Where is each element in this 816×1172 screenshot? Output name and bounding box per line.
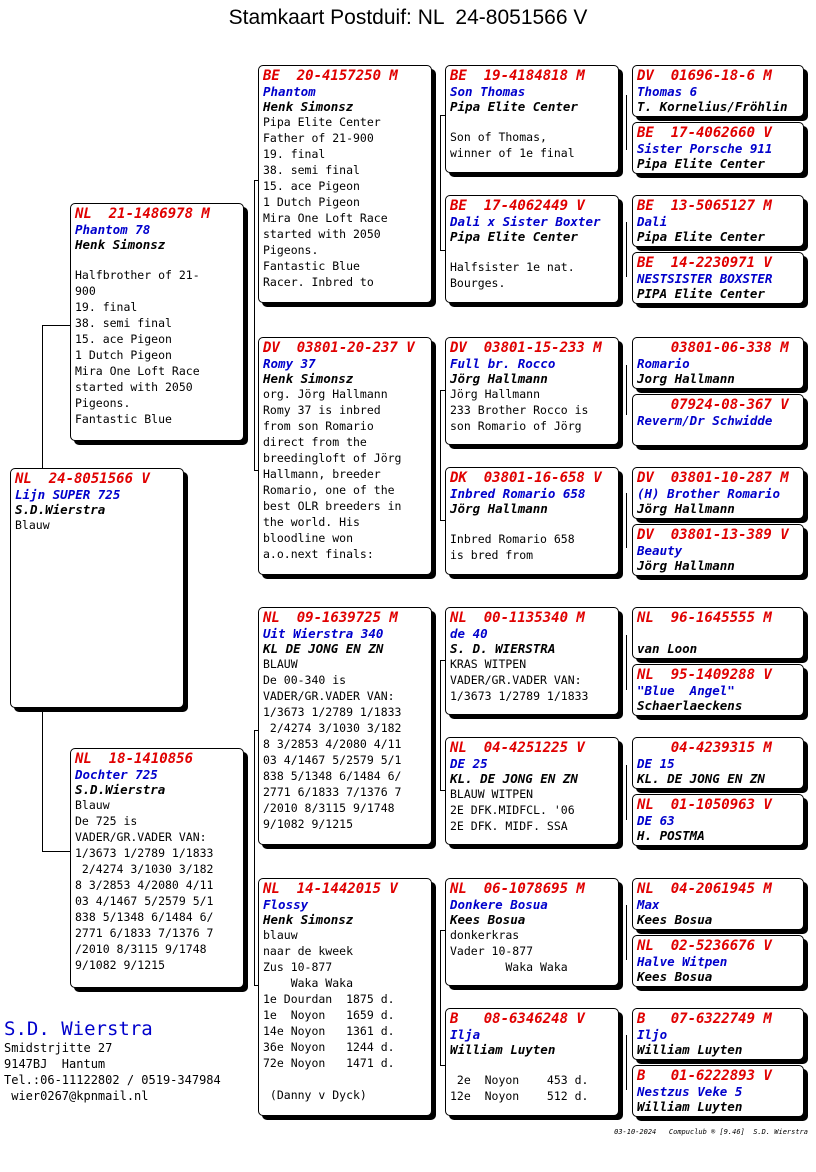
ring-number: B 01-6222893 V bbox=[637, 1068, 772, 1084]
pigeon-owner: van Loon bbox=[637, 641, 698, 656]
pigeon-name: Nestzus Veke 5 bbox=[637, 1084, 743, 1099]
pigeon-name: Donkere Bosua bbox=[450, 897, 548, 912]
connector bbox=[42, 851, 72, 852]
connector bbox=[42, 325, 72, 326]
ring-number: DV 03801-20-237 V bbox=[263, 340, 415, 356]
pigeon-owner: Jörg Hallmann bbox=[450, 501, 548, 516]
pigeon-name: Phantom 78 bbox=[75, 222, 151, 237]
connector bbox=[626, 635, 627, 690]
connector bbox=[626, 365, 627, 415]
ring-number: NL 00-1135340 M bbox=[450, 610, 585, 626]
pigeon-notes: BLAUW De 00-340 is VADER/GR.VADER VAN: 1/3673 1/2789 1/1833 2/4274 3/1030 3/182 8 3/2853 4/2080 4/11 03 4/1467 5/2579 5/1 838 5/1348 6/1484 6/ 2771 6/1833 7/1376 7 /2010 8/3115 9/1748 9/1082 9/1215 bbox=[263, 657, 402, 831]
pigeon-owner: Pipa Elite Center bbox=[637, 156, 765, 171]
ring-number: DK 03801-16-658 V bbox=[450, 470, 602, 486]
pigeon-owner: H. POSTMA bbox=[637, 828, 705, 843]
connector bbox=[254, 290, 255, 470]
breeder-phone: Tel.:06-11122802 / 0519-347984 bbox=[4, 1073, 221, 1087]
pigeon-owner: Pipa Elite Center bbox=[450, 99, 578, 114]
pigeon-card-g5-3 bbox=[632, 195, 804, 247]
ring-number: NL 14-1442015 V bbox=[263, 881, 398, 897]
ring-number: BE 17-4062660 V bbox=[637, 125, 772, 141]
pigeon-card-g5-4 bbox=[632, 252, 804, 304]
pigeon-notes: Blauw bbox=[15, 518, 50, 532]
ring-number: 03801-06-338 M bbox=[637, 340, 789, 356]
ring-number: BE 14-2230971 V bbox=[637, 255, 772, 271]
pigeon-card-dam bbox=[70, 748, 244, 988]
ring-number: BE 13-5065127 M bbox=[637, 198, 772, 214]
pigeon-notes: blauw naar de kweek Zus 10-877 Waka Waka 1e Dourdan 1875 d. 1e Noyon 1659 d. 14e Noyon 1361 d. 36e Noyon 1244 d. 72e Noyon 1471 d. (Danny v Dyck) bbox=[263, 928, 395, 1102]
pigeon-card-g5-7 bbox=[632, 467, 804, 519]
pigeon-name: DE 63 bbox=[637, 813, 675, 828]
pigeon-notes: Son of Thomas, winner of 1e final bbox=[450, 130, 575, 160]
pigeon-owner: Pipa Elite Center bbox=[450, 229, 578, 244]
pigeon-card-g5-14 bbox=[632, 935, 804, 987]
connector bbox=[626, 222, 627, 277]
pigeon-notes: donkerkras Vader 10-877 Waka Waka bbox=[450, 928, 568, 974]
connector bbox=[626, 765, 627, 820]
pigeon-name: Ilja bbox=[450, 1027, 481, 1042]
ring-number: NL 01-1050963 V bbox=[637, 797, 772, 813]
pigeon-card-dam-dam bbox=[258, 878, 432, 1116]
ring-number: NL 04-2061945 M bbox=[637, 881, 772, 897]
pigeon-name: Max bbox=[637, 897, 660, 912]
pigeon-notes: Pipa Elite Center Father of 21-900 19. final 38. semi final 15. ace Pigeon 1 Dutch Pigeon Mira One Loft Race started with 2050 Pigeons. Fantastic Blue Racer. Inbred to bbox=[263, 115, 388, 289]
pigeon-name: DE 25 bbox=[450, 756, 488, 771]
pigeon-card-sdd bbox=[445, 467, 619, 575]
ring-number: DV 03801-15-233 M bbox=[450, 340, 602, 356]
connector bbox=[626, 95, 627, 150]
pigeon-notes: Blauw De 725 is VADER/GR.VADER VAN: 1/3673 1/2789 1/1833 2/4274 3/1030 3/182 8 3/2853 4/2080 4/11 03 4/1467 5/2579 5/1 838 5/1348 6/1484 6/ 2771 6/1833 7/1376 7 /2010 8/3115 9/1748 9/1082 9/1215 bbox=[75, 798, 214, 972]
ring-number: NL 21-1486978 M bbox=[75, 206, 210, 222]
pigeon-owner: Henk Simonsz bbox=[75, 237, 166, 252]
ring-number: NL 09-1639725 M bbox=[263, 610, 398, 626]
pigeon-name: Thomas 6 bbox=[637, 84, 698, 99]
pigeon-name: de 40 bbox=[450, 626, 488, 641]
connector bbox=[626, 1035, 627, 1090]
pigeon-card-sire-dam bbox=[258, 337, 432, 575]
pigeon-name: Flossy bbox=[263, 897, 309, 912]
ring-number: B 08-6346248 V bbox=[450, 1011, 585, 1027]
breeder-name: S.D. Wierstra bbox=[4, 1018, 153, 1040]
pigeon-card-g5-11 bbox=[632, 737, 804, 789]
ring-number: B 07-6322749 M bbox=[637, 1011, 772, 1027]
ring-number: NL 04-4251225 V bbox=[450, 740, 585, 756]
breeder-address: Smidstrjitte 27 bbox=[4, 1041, 113, 1055]
pigeon-notes: org. Jörg Hallmann Romy 37 is inbred from son Romario direct from the breedingloft of Jörg Hallmann, breeder Romario, one of the best OLR breeders in the world. His bloodline won a.o.next finals: bbox=[263, 387, 402, 561]
pigeon-card-g5-5 bbox=[632, 337, 804, 389]
pigeon-owner: S.D.Wierstra bbox=[15, 502, 106, 517]
ring-number: BE 17-4062449 V bbox=[450, 198, 585, 214]
pigeon-card-g5-13 bbox=[632, 878, 804, 930]
ring-number: BE 19-4184818 M bbox=[450, 68, 585, 84]
pigeon-card-sds bbox=[445, 337, 619, 445]
ring-number: NL 18-1410856 bbox=[75, 751, 194, 767]
pigeon-owner: Jörg Hallmann bbox=[637, 501, 735, 516]
pigeon-name: Lijn SUPER 725 bbox=[15, 487, 121, 502]
pigeon-card-g5-1 bbox=[632, 65, 804, 117]
pigeon-owner: KL. DE JONG EN ZN bbox=[450, 771, 578, 786]
pigeon-notes: Inbred Romario 658 is bred from bbox=[450, 532, 575, 562]
ring-number: NL 95-1409288 V bbox=[637, 667, 772, 683]
pigeon-name: Uit Wierstra 340 bbox=[263, 626, 384, 641]
ring-number: 07924-08-367 V bbox=[637, 397, 789, 413]
pigeon-card-dds bbox=[445, 878, 619, 986]
pigeon-notes: Halfsister 1e nat. Bourges. bbox=[450, 260, 575, 290]
ring-number: NL 02-5236676 V bbox=[637, 938, 772, 954]
pigeon-card-ssd bbox=[445, 195, 619, 303]
ring-number: 04-4239315 M bbox=[637, 740, 772, 756]
pigeon-name: Sister Porsche 911 bbox=[637, 141, 773, 156]
pigeon-owner: Jörg Hallmann bbox=[450, 371, 548, 386]
connector bbox=[42, 708, 43, 851]
ring-number: NL 24-8051566 V bbox=[15, 471, 150, 487]
pigeon-owner: S.D.Wierstra bbox=[75, 782, 166, 797]
pigeon-owner: KL DE JONG EN ZN bbox=[263, 641, 384, 656]
pigeon-notes: BLAUW WITPEN 2E DFK.MIDFCL. '06 2E DFK. MIDF. SSA bbox=[450, 787, 575, 833]
pigeon-notes: Halfbrother of 21- 900 19. final 38. semi final 15. ace Pigeon 1 Dutch Pigeon Mira One Loft Race started with 2050 Pigeons. Fantastic Blue bbox=[75, 268, 200, 426]
pigeon-name: Dali bbox=[637, 214, 668, 229]
pigeon-name: DE 15 bbox=[637, 756, 675, 771]
pigeon-card-dam-sire bbox=[258, 607, 432, 845]
pigeon-name: Full br. Rocco bbox=[450, 356, 556, 371]
pigeon-card-g5-15 bbox=[632, 1008, 804, 1060]
pigeon-owner: Kees Bosua bbox=[637, 969, 713, 984]
pigeon-name: NESTSISTER BOXSTER bbox=[637, 271, 773, 286]
pigeon-card-g5-9 bbox=[632, 607, 804, 659]
pigeon-name: Phantom bbox=[263, 84, 316, 99]
pigeon-name: Dochter 725 bbox=[75, 767, 158, 782]
pigeon-name: Romy 37 bbox=[263, 356, 316, 371]
pigeon-owner: Pipa Elite Center bbox=[637, 229, 765, 244]
pigeon-owner: Jorg Hallmann bbox=[637, 371, 735, 386]
pigeon-name: Reverm/Dr Schwidde bbox=[637, 413, 773, 428]
pigeon-owner: William Luyten bbox=[637, 1042, 743, 1057]
pigeon-card-g5-2 bbox=[632, 122, 804, 174]
breeder-info bbox=[4, 1018, 221, 1104]
pigeon-owner: Henk Simonsz bbox=[263, 371, 354, 386]
pigeon-card-g5-10 bbox=[632, 664, 804, 716]
pigeon-name bbox=[637, 626, 799, 641]
pigeon-card-subject bbox=[10, 468, 184, 708]
connector bbox=[440, 390, 441, 520]
print-footer: 03-10-2024 Compuclub ® [9.46] S.D. Wierstra bbox=[614, 1128, 808, 1136]
pigeon-owner: Kees Bosua bbox=[637, 912, 713, 927]
pigeon-name: (H) Brother Romario bbox=[637, 486, 780, 501]
pigeon-owner: Henk Simonsz bbox=[263, 99, 354, 114]
pigeon-card-g5-12 bbox=[632, 794, 804, 846]
pigeon-notes: KRAS WITPEN VADER/GR.VADER VAN: 1/3673 1/2789 1/1833 bbox=[450, 657, 589, 703]
pigeon-owner: S. D. WIERSTRA bbox=[450, 641, 556, 656]
pigeon-owner: William Luyten bbox=[637, 1099, 743, 1114]
pigeon-owner: Jörg Hallmann bbox=[637, 558, 735, 573]
ring-number: NL 96-1645555 M bbox=[637, 610, 772, 626]
connector bbox=[440, 660, 441, 790]
connector bbox=[626, 493, 627, 548]
ring-number: DV 03801-10-287 M bbox=[637, 470, 789, 486]
pigeon-name: Son Thomas bbox=[450, 84, 526, 99]
pigeon-owner: T. Kornelius/Fröhlin bbox=[637, 99, 788, 114]
pigeon-card-g5-16 bbox=[632, 1065, 804, 1117]
pigeon-name: Iljo bbox=[637, 1027, 668, 1042]
pigeon-owner: William Luyten bbox=[450, 1042, 556, 1057]
pigeon-card-ddd bbox=[445, 1008, 619, 1116]
pigeon-card-g5-6 bbox=[632, 394, 804, 446]
connector bbox=[42, 325, 43, 470]
pigeon-owner: Schaerlaeckens bbox=[637, 698, 743, 713]
connector bbox=[440, 930, 441, 1065]
ring-number: BE 20-4157250 M bbox=[263, 68, 398, 84]
breeder-email: wier0267@kpnmail.nl bbox=[4, 1089, 149, 1103]
pigeon-owner: PIPA Elite Center bbox=[637, 286, 765, 301]
pigeon-name: "Blue Angel" bbox=[637, 683, 735, 698]
connector bbox=[440, 115, 441, 250]
pigeon-notes: Jörg Hallmann 233 Brother Rocco is son Romario of Jörg bbox=[450, 387, 589, 433]
pigeon-name: Dali x Sister Boxter bbox=[450, 214, 601, 229]
pigeon-card-g5-8 bbox=[632, 524, 804, 576]
pigeon-notes: 2e Noyon 453 d. 12e Noyon 512 d. bbox=[450, 1073, 589, 1103]
ring-number: DV 01696-18-6 M bbox=[637, 68, 772, 84]
connector bbox=[626, 905, 627, 960]
pigeon-name: Beauty bbox=[637, 543, 683, 558]
page-title: Stamkaart Postduif: NL 24-8051566 V bbox=[228, 6, 588, 29]
pigeon-owner: Henk Simonsz bbox=[263, 912, 354, 927]
pigeon-card-sire-sire bbox=[258, 65, 432, 303]
ring-number: DV 03801-13-389 V bbox=[637, 527, 789, 543]
pigeon-card-sss bbox=[445, 65, 619, 173]
pigeon-card-dsd bbox=[445, 737, 619, 845]
connector bbox=[254, 180, 255, 290]
ring-number: NL 06-1078695 M bbox=[450, 881, 585, 897]
pigeon-name: Inbred Romario 658 bbox=[450, 486, 586, 501]
connector bbox=[254, 730, 255, 985]
pigeon-card-dss bbox=[445, 607, 619, 715]
pigeon-card-sire bbox=[70, 203, 244, 441]
pigeon-name: Romario bbox=[637, 356, 690, 371]
pigeon-owner: Kees Bosua bbox=[450, 912, 526, 927]
pigeon-name: Halve Witpen bbox=[637, 954, 728, 969]
breeder-city: 9147BJ Hantum bbox=[4, 1057, 106, 1071]
pigeon-owner: KL. DE JONG EN ZN bbox=[637, 771, 765, 786]
